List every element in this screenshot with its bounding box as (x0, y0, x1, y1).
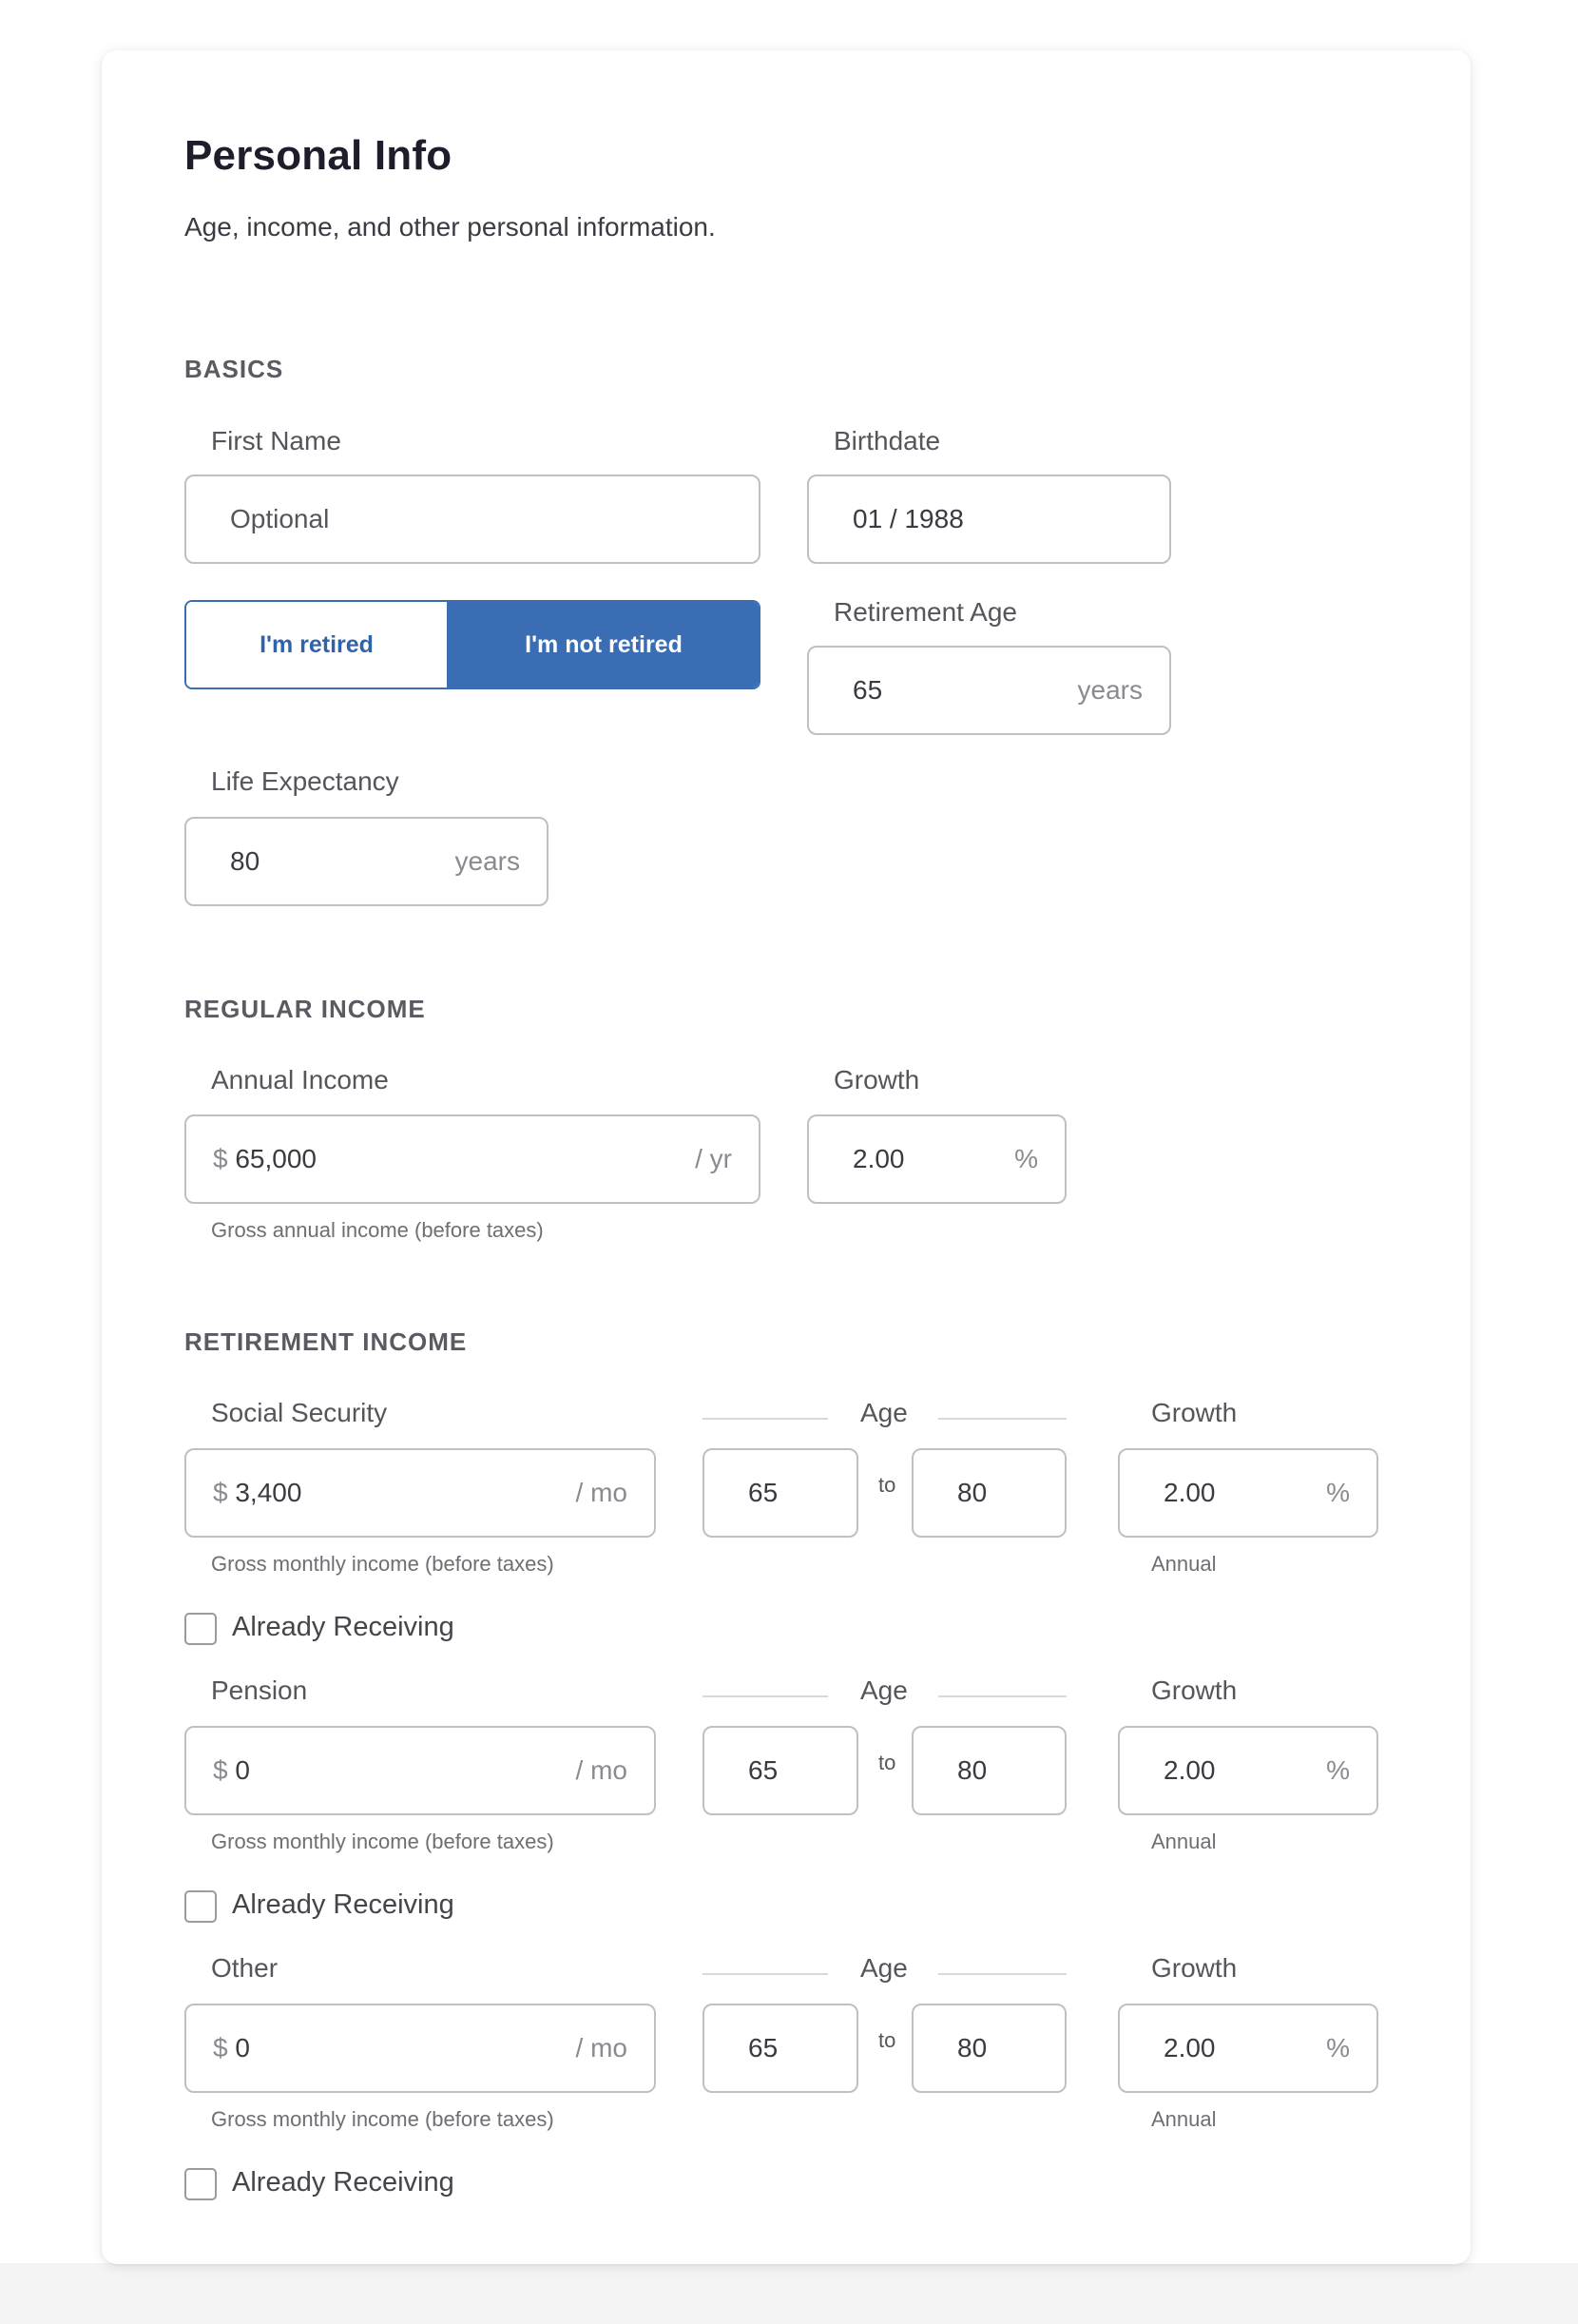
annual-income-value: 65,000 (235, 1144, 317, 1173)
social-security-hint: Gross monthly income (before taxes) (211, 1552, 554, 1576)
other-income-prefix: $ (213, 2033, 228, 2063)
page-subtitle: Age, income, and other personal information. (184, 212, 716, 242)
pension-growth-unit: % (1326, 1755, 1350, 1785)
other-income-age-from-field[interactable] (702, 2004, 858, 2093)
first-name-field[interactable] (184, 474, 760, 564)
annual-income-hint: Gross annual income (before taxes) (211, 1218, 544, 1242)
social-security-to-label: to (878, 1473, 896, 1497)
other-income-value: 0 (235, 2033, 250, 2063)
pension-unit: / mo (575, 1755, 627, 1785)
pension-age-label: Age (860, 1675, 908, 1705)
income-growth-field[interactable] (807, 1114, 1067, 1204)
other-income-age-to-field[interactable] (912, 2004, 1067, 2093)
birthdate-value: 01 / 1988 (853, 504, 964, 533)
social-security-already-receiving-checkbox[interactable] (184, 1613, 217, 1645)
pension-hint: Gross monthly income (before taxes) (211, 1830, 554, 1853)
age-divider-right (938, 1973, 1067, 1975)
other-income-growth-field[interactable] (1118, 2004, 1378, 2093)
social-security-label: Social Security (211, 1398, 388, 1427)
social-security-already-receiving-label[interactable]: Already Receiving (232, 1612, 454, 1642)
annual-income-prefix: $ (213, 1144, 228, 1173)
pension-growth-hint: Annual (1151, 1830, 1217, 1853)
annual-income-field[interactable] (184, 1114, 760, 1204)
age-divider-left (702, 1418, 828, 1420)
age-divider-left (702, 1973, 828, 1975)
pension-growth-field[interactable] (1118, 1726, 1378, 1815)
other-income-label: Other (211, 1953, 279, 1983)
birthdate-label: Birthdate (834, 426, 941, 455)
pension-label: Pension (211, 1675, 308, 1705)
pension-value: 0 (235, 1755, 250, 1785)
social-security-age-from: 65 (748, 1478, 779, 1507)
other-income-amount-field[interactable] (184, 2004, 656, 2093)
section-regular-income: REGULAR INCOME (184, 995, 426, 1023)
retired-toggle (184, 600, 760, 689)
other-income-unit: / mo (575, 2033, 627, 2063)
social-security-age-to-field[interactable] (912, 1448, 1067, 1538)
pension-age-to: 80 (957, 1755, 988, 1785)
age-divider-right (938, 1695, 1067, 1697)
other-income-growth-hint: Annual (1151, 2107, 1217, 2131)
pension-already-receiving-label[interactable]: Already Receiving (232, 1889, 454, 1920)
pension-age-from-field[interactable] (702, 1726, 858, 1815)
pension-age-to-field[interactable] (912, 1726, 1067, 1815)
social-security-amount-field[interactable] (184, 1448, 656, 1538)
other-income-already-receiving-checkbox[interactable] (184, 2168, 217, 2200)
income-growth-unit: % (1014, 1144, 1038, 1173)
pension-growth-label: Growth (1151, 1675, 1238, 1705)
social-security-unit: / mo (575, 1478, 627, 1507)
first-name-placeholder: Optional (230, 504, 330, 533)
retirement-age-label: Retirement Age (834, 597, 1017, 627)
other-income-growth: 2.00 (1164, 2033, 1216, 2063)
age-divider-left (702, 1695, 828, 1697)
other-income-age-to: 80 (957, 2033, 988, 2063)
social-security-growth-hint: Annual (1151, 1552, 1217, 1576)
pension-growth: 2.00 (1164, 1755, 1216, 1785)
retirement-age-unit: years (1077, 675, 1143, 705)
retirement-age-value: 65 (853, 675, 883, 705)
income-growth-label: Growth (834, 1065, 920, 1094)
life-expectancy-field[interactable] (184, 817, 548, 906)
social-security-prefix: $ (213, 1478, 228, 1507)
social-security-growth-unit: % (1326, 1478, 1350, 1507)
im-retired-button[interactable]: I'm retired (186, 602, 449, 688)
other-income-growth-unit: % (1326, 2033, 1350, 2063)
other-income-age-label: Age (860, 1953, 908, 1983)
retirement-age-field[interactable] (807, 646, 1171, 735)
page-title: Personal Info (184, 132, 452, 179)
other-income-to-label: to (878, 2028, 896, 2052)
birthdate-field[interactable] (807, 474, 1171, 564)
im-not-retired-button[interactable]: I'm not retired (449, 602, 759, 688)
section-retirement-income: RETIREMENT INCOME (184, 1327, 468, 1356)
life-expectancy-label: Life Expectancy (211, 766, 399, 796)
life-expectancy-unit: years (454, 846, 520, 876)
social-security-growth: 2.00 (1164, 1478, 1216, 1507)
social-security-age-label: Age (860, 1398, 908, 1427)
pension-prefix: $ (213, 1755, 228, 1785)
social-security-growth-field[interactable] (1118, 1448, 1378, 1538)
income-growth-value: 2.00 (853, 1144, 905, 1173)
pension-amount-field[interactable] (184, 1726, 656, 1815)
personal-info-card (102, 50, 1471, 2264)
other-income-growth-label: Growth (1151, 1953, 1238, 1983)
pension-age-from: 65 (748, 1755, 779, 1785)
social-security-age-from-field[interactable] (702, 1448, 858, 1538)
social-security-growth-label: Growth (1151, 1398, 1238, 1427)
social-security-value: 3,400 (235, 1478, 302, 1507)
social-security-age-to: 80 (957, 1478, 988, 1507)
first-name-label: First Name (211, 426, 341, 455)
section-basics: BASICS (184, 355, 284, 383)
pension-already-receiving-checkbox[interactable] (184, 1890, 217, 1923)
life-expectancy-value: 80 (230, 846, 260, 876)
other-income-age-from: 65 (748, 2033, 779, 2063)
annual-income-label: Annual Income (211, 1065, 389, 1094)
other-income-hint: Gross monthly income (before taxes) (211, 2107, 554, 2131)
annual-income-unit: / yr (695, 1144, 732, 1173)
other-income-already-receiving-label[interactable]: Already Receiving (232, 2167, 454, 2198)
pension-to-label: to (878, 1751, 896, 1774)
age-divider-right (938, 1418, 1067, 1420)
